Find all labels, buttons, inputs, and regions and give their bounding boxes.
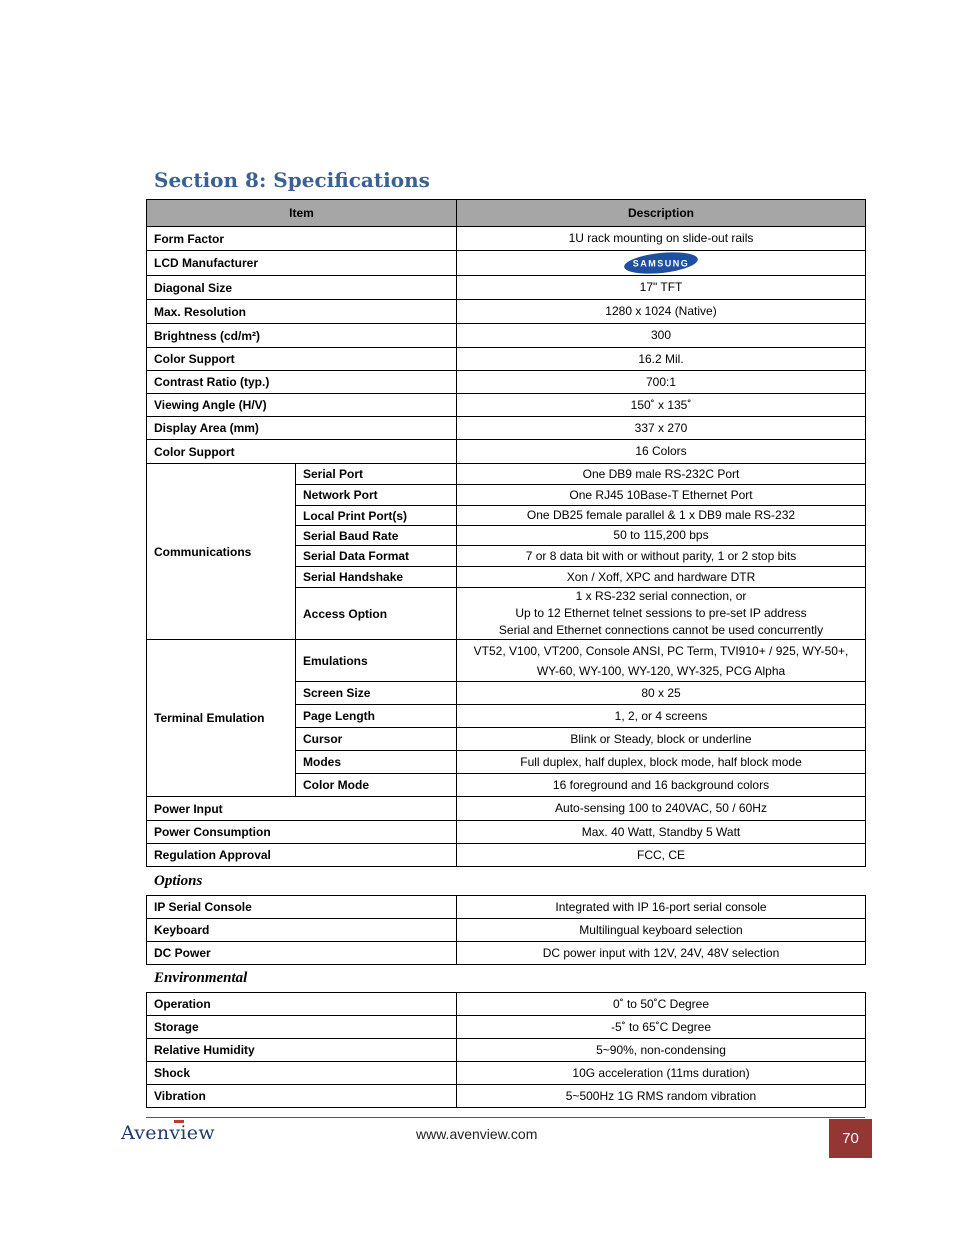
spec-item: Operation [147, 993, 457, 1016]
table-row [147, 821, 866, 844]
avenview-logo: Avenview [121, 1122, 215, 1144]
spec-item: Keyboard [147, 919, 457, 942]
table-row [147, 942, 866, 965]
samsung-logo [623, 251, 699, 275]
table-row [147, 640, 866, 682]
spec-desc: DC power input with 12V, 24V, 48V selection [457, 942, 866, 965]
table-row [147, 371, 866, 394]
table-row [147, 394, 866, 417]
spec-desc: Max. 40 Watt, Standby 5 Watt [457, 821, 866, 844]
spec-desc: Integrated with IP 16-port serial console [457, 896, 866, 919]
table-row [147, 300, 866, 324]
spec-desc: 16.2 Mil. [457, 348, 866, 371]
table-row [147, 993, 866, 1016]
table-row [147, 276, 866, 300]
spec-item: DC Power [147, 942, 457, 965]
spec-item: Contrast Ratio (typ.) [147, 371, 457, 394]
spec-desc: 1280 x 1024 (Native) [457, 300, 866, 324]
spec-item: Color Support [147, 348, 457, 371]
spec-subitem: Local Print Port(s) [296, 506, 457, 526]
spec-item: Form Factor [147, 227, 457, 251]
spec-item: Brightness (cd/m²) [147, 324, 457, 348]
group-label-communications: Communications [147, 464, 296, 640]
spec-desc: Xon / Xoff, XPC and hardware DTR [457, 567, 866, 588]
spec-subitem: Serial Port [296, 464, 457, 485]
table-row [147, 1016, 866, 1039]
spec-desc: 5~90%, non-condensing [457, 1039, 866, 1062]
spec-subitem: Cursor [296, 728, 457, 751]
table-header-row [147, 200, 866, 227]
spec-desc: 300 [457, 324, 866, 348]
table-row [147, 464, 866, 485]
spec-item: Vibration [147, 1085, 457, 1108]
spec-subitem: Modes [296, 751, 457, 774]
options-table [146, 895, 866, 965]
spec-desc: Blink or Steady, block or underline [457, 728, 866, 751]
spec-desc: 80 x 25 [457, 682, 866, 705]
section-title: Section 8: Specifications [154, 168, 430, 192]
specifications-table [146, 199, 866, 867]
table-row [147, 251, 866, 276]
desc-line: 1 x RS-232 serial connection, or [575, 589, 747, 603]
spec-subitem: Emulations [296, 640, 457, 682]
spec-item: IP Serial Console [147, 896, 457, 919]
environmental-title: Environmental [154, 970, 248, 986]
table-row [147, 348, 866, 371]
spec-item: Power Input [147, 797, 457, 821]
spec-desc: One RJ45 10Base-T Ethernet Port [457, 485, 866, 506]
spec-desc-multiline [457, 640, 866, 682]
spec-desc: Auto-sensing 100 to 240VAC, 50 / 60Hz [457, 797, 866, 821]
footer-divider [146, 1117, 865, 1118]
spec-item: Shock [147, 1062, 457, 1085]
table-row [147, 440, 866, 464]
spec-desc: 1U rack mounting on slide-out rails [457, 227, 866, 251]
options-title: Options [154, 873, 203, 889]
spec-desc: 16 Colors [457, 440, 866, 464]
desc-line: Up to 12 Ethernet telnet sessions to pre-set IP address [515, 606, 807, 620]
spec-subitem: Serial Data Format [296, 546, 457, 567]
table-row [147, 1039, 866, 1062]
spec-desc-multiline [457, 588, 866, 640]
table-row [147, 417, 866, 440]
spec-desc: One DB9 male RS-232C Port [457, 464, 866, 485]
table-row [147, 896, 866, 919]
page-number: 70 [829, 1119, 872, 1158]
table-row [147, 797, 866, 821]
table-row [147, 1085, 866, 1108]
spec-subitem: Serial Baud Rate [296, 526, 457, 546]
spec-subitem: Serial Handshake [296, 567, 457, 588]
spec-desc: 1, 2, or 4 screens [457, 705, 866, 728]
spec-desc: 7 or 8 data bit with or without parity, 1 or 2 stop bits [457, 546, 866, 567]
spec-desc: 10G acceleration (11ms duration) [457, 1062, 866, 1085]
spec-subitem: Network Port [296, 485, 457, 506]
spec-item: Power Consumption [147, 821, 457, 844]
table-row [147, 324, 866, 348]
spec-desc: 17" TFT [457, 276, 866, 300]
spec-desc: 5~500Hz 1G RMS random vibration [457, 1085, 866, 1108]
header-description: Description [457, 200, 866, 227]
spec-desc: Multilingual keyboard selection [457, 919, 866, 942]
spec-desc: 150˚ x 135˚ [457, 394, 866, 417]
spec-desc [457, 251, 866, 276]
spec-desc: 0˚ to 50˚C Degree [457, 993, 866, 1016]
spec-item: Max. Resolution [147, 300, 457, 324]
spec-desc: FCC, CE [457, 844, 866, 867]
spec-item: Diagonal Size [147, 276, 457, 300]
spec-desc: 700:1 [457, 371, 866, 394]
spec-subitem: Screen Size [296, 682, 457, 705]
spec-subitem: Access Option [296, 588, 457, 640]
spec-subitem: Color Mode [296, 774, 457, 797]
spec-desc: One DB25 female parallel & 1 x DB9 male RS-232 [457, 506, 866, 526]
spec-desc: 50 to 115,200 bps [457, 526, 866, 546]
spec-item: Display Area (mm) [147, 417, 457, 440]
svg-text:SAMSUNG: SAMSUNG [632, 258, 690, 269]
spec-item: Relative Humidity [147, 1039, 457, 1062]
desc-line: Serial and Ethernet connections cannot be used concurrently [498, 623, 824, 637]
table-row [147, 227, 866, 251]
desc-line: WY-60, WY-100, WY-120, WY-325, PCG Alpha [536, 663, 786, 678]
table-row [147, 1062, 866, 1085]
environmental-table [146, 992, 866, 1108]
spec-desc: -5˚ to 65˚C Degree [457, 1016, 866, 1039]
spec-item: Storage [147, 1016, 457, 1039]
group-label-terminal-emulation: Terminal Emulation [147, 640, 296, 797]
header-item: Item [147, 200, 457, 227]
spec-desc: 337 x 270 [457, 417, 866, 440]
spec-item: LCD Manufacturer [147, 251, 457, 276]
table-row [147, 844, 866, 867]
spec-subitem: Page Length [296, 705, 457, 728]
footer-url: www.avenview.com [416, 1126, 538, 1142]
table-row [147, 919, 866, 942]
spec-item: Viewing Angle (H/V) [147, 394, 457, 417]
spec-item: Regulation Approval [147, 844, 457, 867]
desc-line: VT52, V100, VT200, Console ANSI, PC Term, TVI910+ / 925, WY-50+, [473, 643, 849, 658]
spec-item: Color Support [147, 440, 457, 464]
spec-desc: 16 foreground and 16 background colors [457, 774, 866, 797]
spec-desc: Full duplex, half duplex, block mode, half block mode [457, 751, 866, 774]
